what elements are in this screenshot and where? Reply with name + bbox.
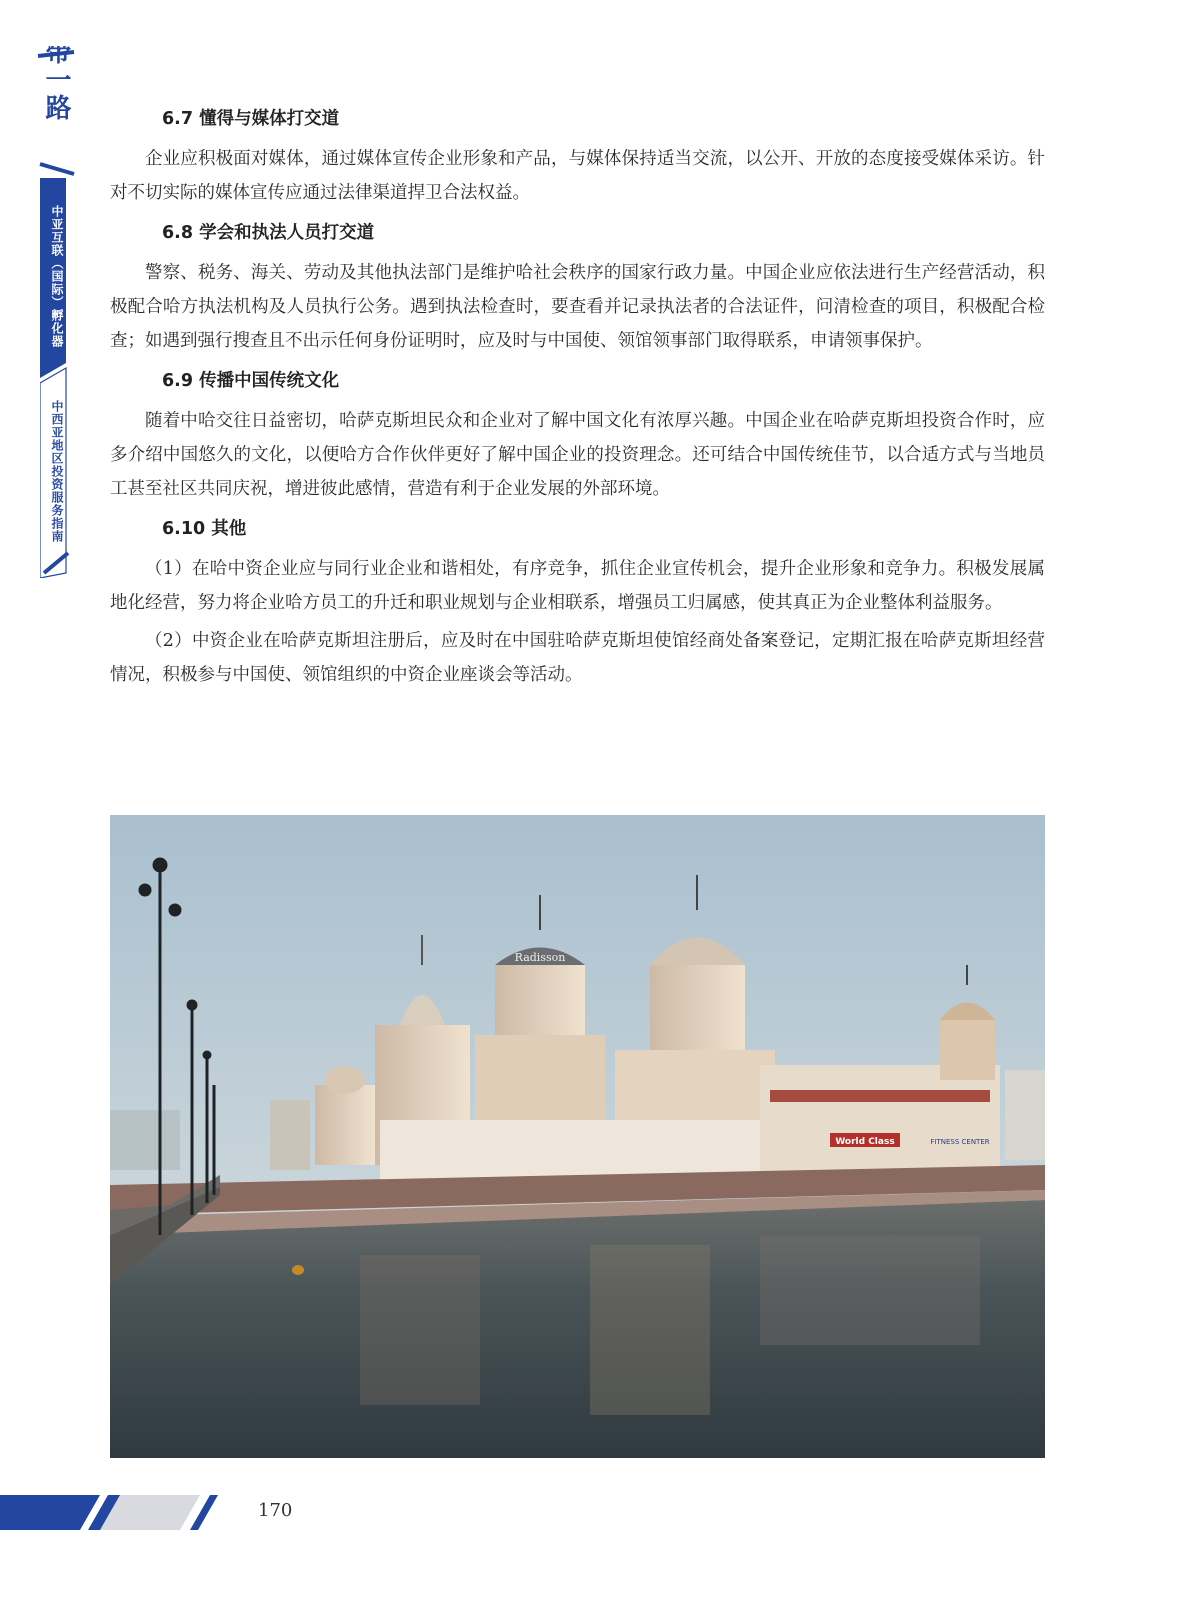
section-6-10-paragraph-2: （2）中资企业在哈萨克斯坦注册后，应及时在中国驻哈萨克斯坦使馆经商处备案登记，定期汇报在哈萨克斯坦经营情况，积极参与中国使、领馆组织的中资企业座谈会等活动。 bbox=[110, 631, 1045, 685]
logo-calligraphy: 一带一路 bbox=[41, 46, 71, 122]
footer-stripes bbox=[0, 1490, 230, 1535]
section-heading-6-10: 6.10 其他 bbox=[162, 519, 247, 539]
section-6-7-paragraph: 企业应积极面对媒体，通过媒体宣传企业形象和产品，与媒体保持适当交流，以公开、开放的态度接受媒体采访。针对不切实际的媒体宣传应通过法律渠道捍卫合法权益。 bbox=[110, 149, 1045, 203]
section-heading-6-9: 6.9 传播中国传统文化 bbox=[162, 371, 340, 391]
page-content bbox=[110, 100, 1045, 696]
book-title: 中西亚地区投资服务指南 bbox=[50, 400, 64, 543]
page-number: 170 bbox=[258, 1500, 293, 1521]
shop-sign-1: World Class bbox=[835, 1137, 895, 1147]
section-6-8-paragraph: 警察、税务、海关、劳动及其他执法部门是维护哈社会秩序的国家行政力量。中国企业应依法进行生产经营活动，积极配合哈方执法机构及人员执行公务。遇到执法检查时，要查看并记录执法者的合法证件，问清检查的项目，积极配合检查；如遇到强行搜查且不出示任何身份证明时，应及时与中国使、领馆领事部门取得联系，申请领事保护。 bbox=[110, 263, 1045, 351]
city-riverside-photo bbox=[110, 815, 1045, 1458]
section-heading-6-8: 6.8 学会和执法人员打交道 bbox=[162, 223, 375, 243]
belt-road-logo bbox=[30, 46, 82, 176]
section-6-10-paragraph-1: （1）在哈中资企业应与同行业企业和谐相处，有序竞争，抓住企业宣传机会，提升企业形象和竞争力。积极发展属地化经营，努力将企业哈方员工的升迁和职业规划与企业相联系，增强员工归属感，使其真正为企业整体利益服务。 bbox=[110, 559, 1045, 613]
hotel-sign: Radisson bbox=[514, 951, 566, 964]
series-title: 中亚互联（国际）孵化器 bbox=[50, 205, 64, 348]
section-6-9-paragraph: 随着中哈交往日益密切，哈萨克斯坦民众和企业对了解中国文化有浓厚兴趣。中国企业在哈萨克斯坦投资合作时，应多介绍中国悠久的文化，以便哈方合作伙伴更好了解中国企业的投资理念。还可结合中国传统佳节，以合适方式与当地员工甚至社区共同庆祝，增进彼此感情，营造有利于企业发展的外部环境。 bbox=[110, 411, 1045, 499]
shop-sign-2: FITNESS CENTER bbox=[930, 1138, 990, 1146]
section-heading-6-7: 6.7 懂得与媒体打交道 bbox=[162, 109, 340, 129]
